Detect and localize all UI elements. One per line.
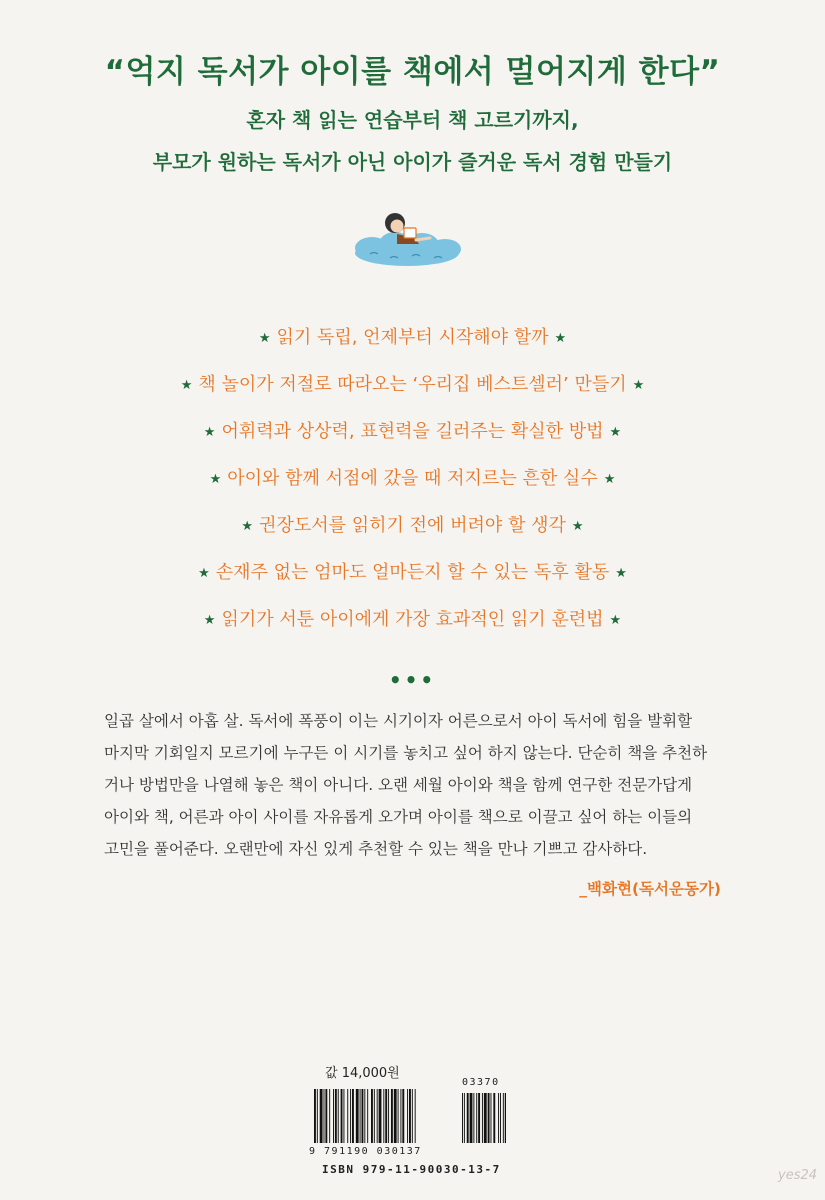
star-icon: ★ xyxy=(258,331,271,346)
barcode-bar xyxy=(314,1089,316,1143)
star-icon: ★ xyxy=(180,378,193,393)
barcode-bar xyxy=(377,1089,378,1143)
barcode-bar xyxy=(385,1089,387,1143)
reviewer-attribution: _백화현(독서운동가) xyxy=(579,880,721,898)
star-icon: ★ xyxy=(209,472,222,487)
star-icon: ★ xyxy=(609,425,622,440)
feature-text: 아이와 함께 서점에 갔을 때 저지르는 흔한 실수 xyxy=(227,468,598,489)
barcode-addon-bar xyxy=(491,1093,492,1143)
barcode-addon-bar xyxy=(470,1093,473,1143)
star-icon: ★ xyxy=(554,331,567,346)
star-icon: ★ xyxy=(198,566,210,581)
barcode-bar xyxy=(388,1089,389,1143)
feature-item xyxy=(0,602,825,649)
feature-text: 읽기가 서툰 아이에게 가장 효과적인 읽기 훈련법 xyxy=(221,609,604,630)
star-icon: ★ xyxy=(632,378,645,393)
star-icon: ★ xyxy=(241,519,254,534)
review-line: 아이와 책, 어른과 아이 사이를 자유롭게 오가며 아이를 책으로 이끌고 싶어 하는 이들의 xyxy=(104,808,693,826)
review-line: 마지막 기회일지 모르기에 누구든 이 시기를 놓치고 싶어 하지 않는다. 단순히 책을 추천하 xyxy=(104,744,708,762)
isbn-barcode xyxy=(314,1089,506,1143)
barcode-bar xyxy=(362,1089,364,1143)
star-icon: ★ xyxy=(609,613,622,628)
review-quote xyxy=(104,706,744,866)
feature-text: 손재주 없는 엄마도 얼마든지 할 수 있는 독후 활동 xyxy=(215,562,610,583)
barcode-bar xyxy=(409,1089,411,1143)
barcode-bar xyxy=(415,1089,416,1143)
feature-text: 권장도서를 읽히기 전에 버려야 할 생각 xyxy=(259,515,566,536)
barcode-bar xyxy=(398,1089,399,1143)
barcode-bar xyxy=(341,1089,343,1143)
barcode-bar xyxy=(317,1089,318,1143)
barcode-addon-bar xyxy=(473,1093,474,1143)
star-icon: ★ xyxy=(203,613,216,628)
barcode-addon-bar xyxy=(482,1093,483,1143)
barcode-bar xyxy=(379,1089,382,1143)
feature-item xyxy=(0,461,825,508)
star-icon: ★ xyxy=(203,425,216,440)
barcode-bar xyxy=(371,1089,373,1143)
feature-item xyxy=(0,367,825,414)
barcode-bar xyxy=(325,1089,327,1143)
barcode-addon-bar xyxy=(488,1093,490,1143)
feature-text: 읽기 독립, 언제부터 시작해야 할까 xyxy=(276,327,549,348)
barcode-addon-bar xyxy=(478,1093,480,1143)
feature-text: 어휘력과 상상력, 표현력을 길러주는 확실한 방법 xyxy=(221,421,604,442)
barcode-bar xyxy=(343,1089,344,1143)
feature-item xyxy=(0,320,825,367)
barcode-addon-bar xyxy=(498,1093,499,1143)
barcode-addon-bar xyxy=(464,1093,465,1143)
barcode-bar xyxy=(391,1089,393,1143)
barcode-bar xyxy=(394,1089,397,1143)
barcode-bar xyxy=(338,1089,339,1143)
barcode-bar xyxy=(324,1089,325,1143)
barcode-bar xyxy=(347,1089,348,1143)
review-line: 거나 방법만을 나열해 놓은 책이 아니다. 오랜 세월 아이와 책을 함께 연구한 전문가답게 xyxy=(104,776,693,794)
barcode-bar xyxy=(350,1089,351,1143)
barcode-addon-bar xyxy=(503,1093,504,1143)
barcode-addon-bar xyxy=(467,1093,469,1143)
barcode-bar xyxy=(374,1089,375,1143)
star-icon: ★ xyxy=(571,519,584,534)
feature-text: 책 놀이가 저절로 따라오는 ‘우리집 베스트셀러’ 만들기 xyxy=(198,374,627,395)
barcode-bar xyxy=(400,1089,401,1143)
barcode-bar xyxy=(352,1089,354,1143)
feature-item xyxy=(0,414,825,461)
barcode-bar xyxy=(412,1089,413,1143)
barcode-addon-bar xyxy=(476,1093,477,1143)
barcode-bar xyxy=(367,1089,368,1143)
feature-list xyxy=(0,320,825,649)
barcode-addon-bar xyxy=(500,1093,501,1143)
barcode-bar xyxy=(402,1089,404,1143)
barcode-addon-bar xyxy=(505,1093,506,1143)
subheadline-1: 혼자 책 읽는 연습부터 책 고르기까지, xyxy=(246,108,579,132)
child-reading-on-cloud-illustration xyxy=(350,208,465,270)
star-icon: ★ xyxy=(615,566,627,581)
barcode-bar xyxy=(360,1089,361,1143)
barcode-addon-bar xyxy=(484,1093,487,1143)
review-line: 일곱 살에서 아홉 살. 독서에 폭풍이 이는 시기이자 어른으로서 아이 독서에 힘을 발휘할 xyxy=(104,712,693,730)
feature-item xyxy=(0,555,825,602)
barcode-bar xyxy=(333,1089,334,1143)
barcode-addon-bar xyxy=(493,1093,495,1143)
barcode-digits: 9 791190 030137 xyxy=(309,1146,422,1157)
star-icon: ★ xyxy=(603,472,616,487)
watermark-logo: yes24 xyxy=(778,1168,818,1183)
barcode-bar xyxy=(329,1089,330,1143)
headline: “억지 독서가 아이를 책에서 멀어지게 한다” xyxy=(104,54,721,90)
barcode-bar xyxy=(407,1089,408,1143)
feature-item xyxy=(0,508,825,555)
barcode-bar xyxy=(364,1089,365,1143)
section-separator: ••• xyxy=(388,668,437,692)
barcode-addon-code: 03370 xyxy=(462,1077,500,1088)
review-line: 고민을 풀어준다. 오랜만에 자신 있게 추천할 수 있는 책을 만나 기쁘고 감사하다. xyxy=(104,840,648,858)
barcode-bar xyxy=(383,1089,384,1143)
subheadline-2: 부모가 원하는 독서가 아닌 아이가 즐거운 독서 경험 만들기 xyxy=(152,150,673,174)
barcode-bar xyxy=(320,1089,323,1143)
barcode-addon-bar xyxy=(462,1093,463,1143)
price-label: 값 14,000원 xyxy=(325,1066,400,1081)
barcode-bar xyxy=(335,1089,337,1143)
isbn-number: ISBN 979-11-90030-13-7 xyxy=(322,1163,501,1176)
barcode-bar xyxy=(356,1089,359,1143)
